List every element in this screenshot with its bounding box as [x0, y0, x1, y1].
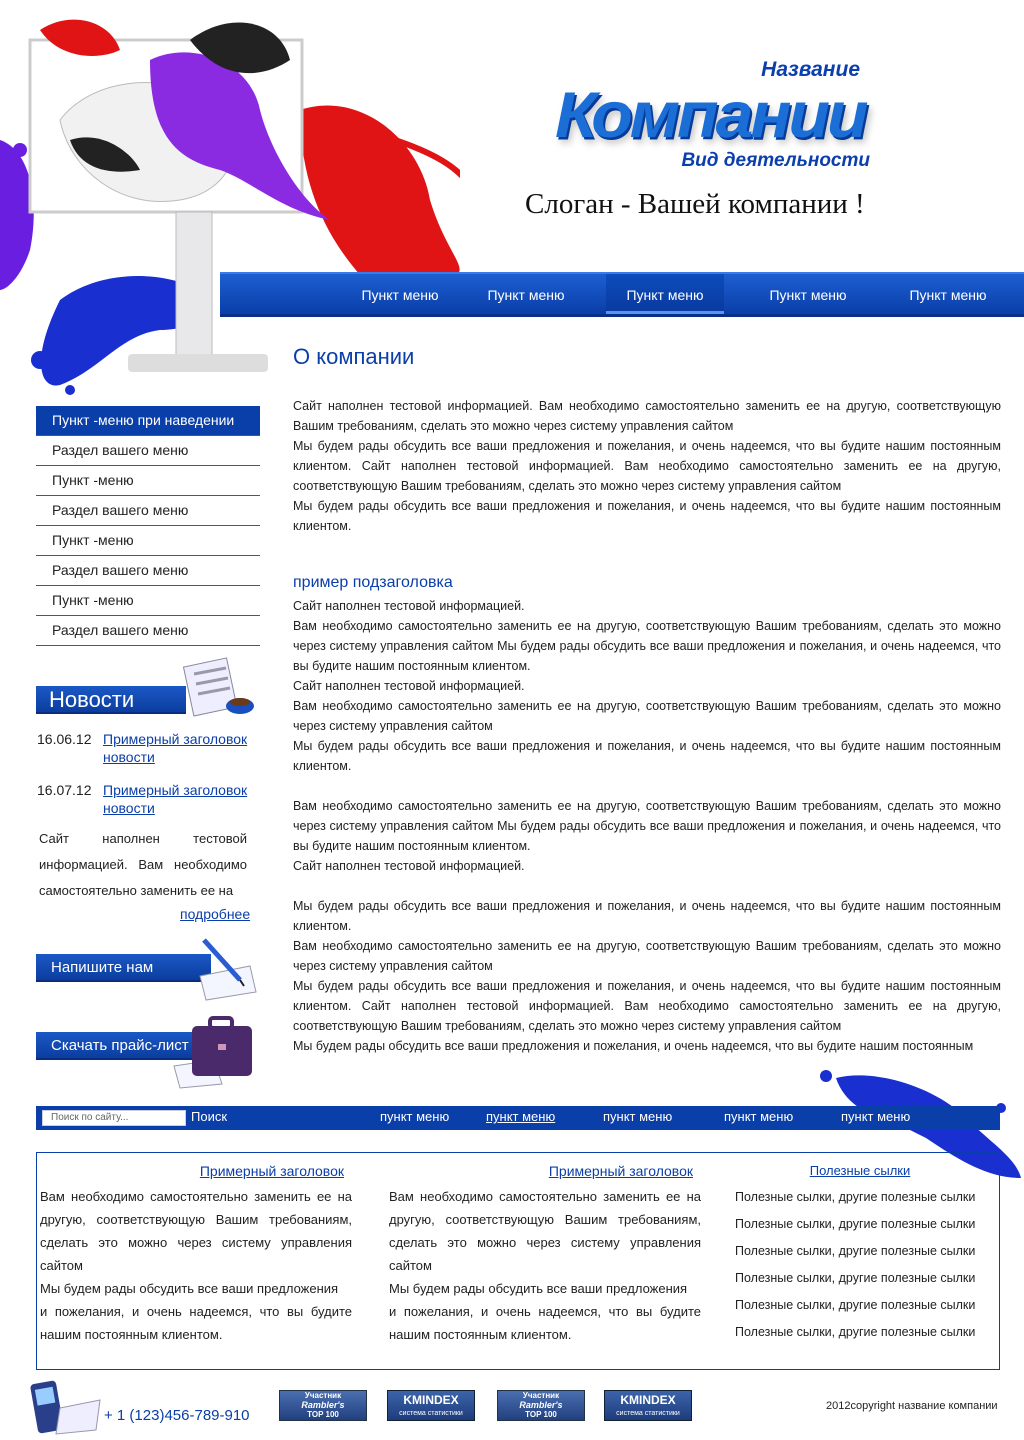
body-paragraph: Мы будем рады обсудить все ваши предложения и пожелания, и очень надеемся, что вы будите нашим постоянным [293, 1039, 974, 1053]
newspaper-coffee-icon [180, 656, 260, 720]
phone-icon [30, 1378, 104, 1438]
intro-paragraph: Мы будем рады обсудить все ваши предложения и пожелания, и очень надеемся, что вы будите нашим постоянным клиентом. Сайт наполнен тестовой информацией. Вам необходимо самостоятельно заменить ее на другую, соответствующую Вашим требованиям, сделать это можно через систему управления сайтом [293, 439, 1001, 493]
footer-nav-item[interactable]: пункт меню [724, 1109, 794, 1124]
footer-text: Вам необходимо самостоятельно заменить ее на другую, соответствующую Вашим требованиям, сделать это можно через систему управления сайтом [40, 1189, 352, 1273]
intro-paragraph: Сайт наполнен тестовой информацией. Вам необходимо самостоятельно заменить ее на другую, соответствующую Вашим требованиям, сделать это можно через систему управления сайтом [293, 399, 1001, 433]
main-content [293, 344, 1001, 1056]
left-menu-item[interactable]: Раздел вашего меню [36, 436, 260, 466]
kmindex-counter-badge[interactable]: KMINDEX система статистики [604, 1390, 692, 1421]
footer-nav-item-active[interactable]: пункт меню [486, 1109, 556, 1124]
footer-nav-item[interactable]: пункт меню [603, 1109, 673, 1124]
search-button[interactable]: Поиск [191, 1109, 228, 1124]
left-menu-item[interactable]: Пункт -меню [36, 466, 260, 496]
useful-links-title[interactable]: Полезные сылки [809, 1163, 911, 1178]
briefcase-icon [170, 1014, 260, 1090]
news-date: 16.06.12 [37, 731, 92, 747]
news-title-link[interactable]: Примерный заголовок новости [103, 731, 248, 765]
body-paragraph: Сайт наполнен тестовой информацией. [293, 599, 525, 613]
body-paragraph: Вам необходимо самостоятельно заменить ее на другую, соответствующую Вашим требованиям, сделать это можно через систему управления сайтом [293, 939, 1001, 973]
useful-links [735, 1163, 985, 1346]
body-paragraph: Сайт наполнен тестовой информацией. [293, 859, 525, 873]
left-menu-item[interactable]: Раздел вашего меню [36, 616, 260, 646]
top-nav-item-active[interactable]: Пункт меню [606, 274, 724, 314]
news-text: Сайт наполнен тестовой информацией. Вам необходимо самостоятельно заменить ее на [39, 831, 247, 898]
more-link[interactable]: подробнее [180, 906, 251, 922]
footer-text: Мы будем рады обсудить все ваши предложения [389, 1281, 688, 1296]
footer-column [40, 1163, 352, 1346]
company-logo[interactable] [555, 58, 885, 178]
footer-nav-item[interactable]: пункт меню [841, 1109, 911, 1124]
body-paragraph: Мы будем рады обсудить все ваши предложения и пожелания, и очень надеемся, что вы будите нашим постоянным клиентом. Сайт наполнен тестовой информацией. Вам необходимо самостоятельно заменить ее на другую, соответствующую Вашим требованиям, сделать это можно через систему управления сайтом [293, 979, 1001, 1033]
top-nav-item[interactable]: Пункт меню [361, 287, 439, 303]
phone-number: + 1 (123)456-789-910 [104, 1407, 250, 1424]
body-paragraph: Мы будем рады обсудить все ваши предложения и пожелания, и очень надеемся, что вы будите нашим постоянным клиентом. [293, 739, 1001, 773]
footer-navigation [36, 1106, 1000, 1130]
header-paint-art [0, 0, 460, 400]
body-paragraph: Мы будем рады обсудить все ваши предложения и пожелания, и очень надеемся, что вы будите нашим постоянным клиентом. [293, 899, 1001, 933]
useful-link[interactable]: Полезные сылки, другие полезные сылки [735, 1217, 976, 1231]
useful-link[interactable]: Полезные сылки, другие полезные сылки [735, 1190, 976, 1204]
footer-text: и пожелания, и очень надеемся, что вы будите нашим постоянным клиентом. [389, 1304, 701, 1342]
left-menu-item[interactable]: Раздел вашего меню [36, 556, 260, 586]
subheading: пример подзаголовка [293, 574, 453, 591]
useful-link[interactable]: Полезные сылки, другие полезные сылки [735, 1298, 976, 1312]
footer-nav-item[interactable]: пункт меню [380, 1109, 450, 1124]
useful-link[interactable]: Полезные сылки, другие полезные сылки [735, 1325, 976, 1339]
body-paragraph: Вам необходимо самостоятельно заменить ее на другую, соответствующую Вашим требованиям, сделать это можно через систему управления сайтом Мы будем рады обсудить все ваши предложения и пожелания, и очень надеемся, что вы будите нашим постоянным клиентом. [293, 799, 1001, 853]
top-nav-item[interactable]: Пункт меню [909, 287, 987, 303]
left-menu-item-hover[interactable]: Пункт -меню при наведении [36, 406, 260, 436]
logo-activity: Вид деятельности [681, 150, 870, 171]
footer-column-title-link[interactable]: Примерный заголовок [548, 1163, 693, 1179]
footer-text: и пожелания, и очень надеемся, что вы будите нашим постоянным клиентом. [40, 1304, 352, 1342]
body-paragraph: Вам необходимо самостоятельно заменить ее на другую, соответствующую Вашим требованиям, сделать это можно через систему управления сайтом Мы будем рады обсудить все ваши предложения и пожелания, и очень надеемся, что вы будите нашим постоянным клиентом. [293, 619, 1001, 673]
footer-text: Мы будем рады обсудить все ваши предложения [40, 1281, 339, 1296]
news-title-link[interactable]: Примерный заголовок новости [103, 782, 248, 816]
write-us-button[interactable]: Напишите нам [36, 954, 211, 982]
news-heading: Новости [36, 686, 186, 714]
footer-box [36, 1152, 1000, 1370]
footer-column [389, 1163, 701, 1346]
intro-paragraph: Мы будем рады обсудить все ваши предложения и пожелания, и очень надеемся, что вы будите нашим постоянным клиентом. [293, 499, 1001, 533]
page-title: О компании [293, 344, 415, 369]
top-navigation [220, 272, 1024, 317]
kmindex-counter-badge[interactable]: KMINDEX система статистики [387, 1390, 475, 1421]
useful-link[interactable]: Полезные сылки, другие полезные сылки [735, 1271, 976, 1285]
left-menu-item[interactable]: Пункт -меню [36, 586, 260, 616]
logo-name-top: Название [761, 58, 860, 81]
news-date: 16.07.12 [37, 782, 92, 798]
left-menu [36, 406, 260, 646]
slogan: Слоган - Вашей компании ! [525, 188, 865, 220]
footer-column-title-link[interactable]: Примерный заголовок [199, 1163, 344, 1179]
body-paragraph: Сайт наполнен тестовой информацией. [293, 679, 525, 693]
left-menu-item[interactable]: Раздел вашего меню [36, 496, 260, 526]
top-nav-item[interactable]: Пункт меню [487, 287, 565, 303]
body-paragraph: Вам необходимо самостоятельно заменить ее на другую, соответствующую Вашим требованиям, сделать это можно через систему управления сайтом [293, 699, 1001, 733]
logo-name-main: Компании [555, 78, 866, 152]
left-menu-item[interactable]: Пункт -меню [36, 526, 260, 556]
rambler-counter-badge[interactable]: Участник Rambler's TOP 100 [497, 1390, 585, 1421]
top-nav-item[interactable]: Пункт меню [769, 287, 847, 303]
footer-text: Вам необходимо самостоятельно заменить ее на другую, соответствующую Вашим требованиям, сделать это можно через систему управления сайтом [389, 1189, 701, 1273]
copyright: 2012copyright название компании [826, 1400, 998, 1412]
search-input[interactable]: Поиск по сайту... [42, 1110, 186, 1126]
rambler-counter-badge[interactable]: Участник Rambler's TOP 100 [279, 1390, 367, 1421]
useful-link[interactable]: Полезные сылки, другие полезные сылки [735, 1244, 976, 1258]
pen-paper-icon [190, 936, 260, 1002]
download-price-list-button[interactable]: Скачать прайс-лист [36, 1032, 196, 1060]
